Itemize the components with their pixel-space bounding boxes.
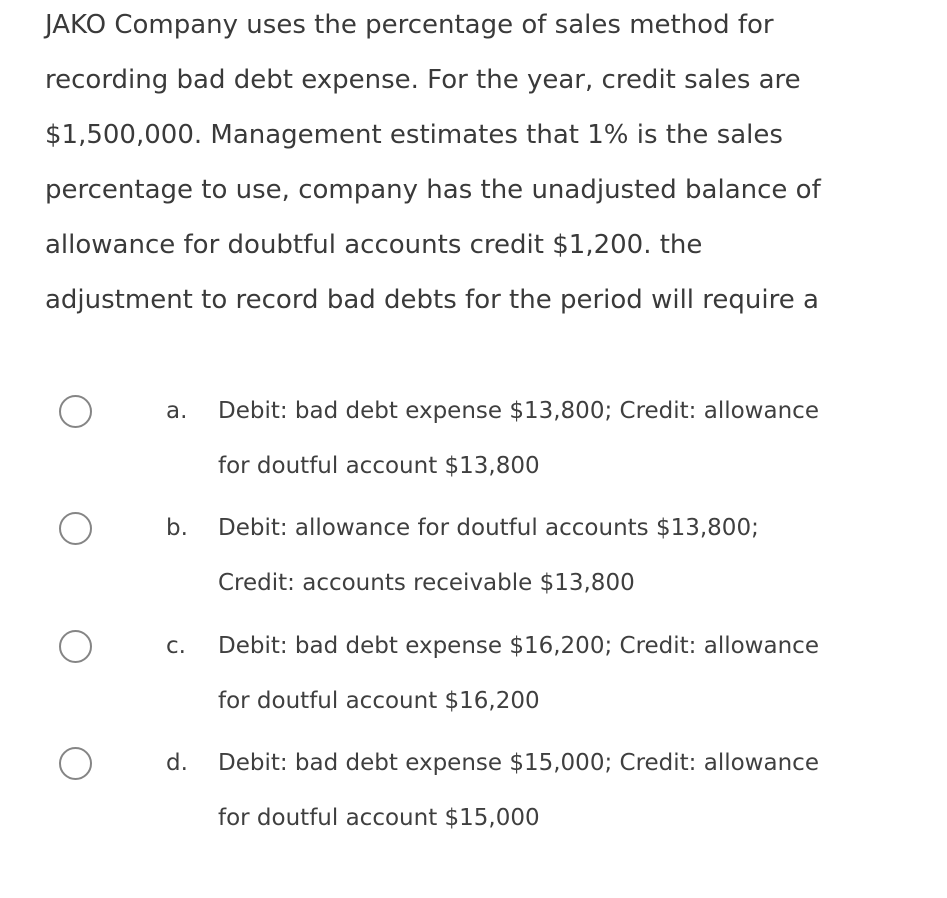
option-letter: a. [166, 398, 188, 424]
option-text-line: for doutful account $13,800 [218, 453, 540, 479]
option-letter: d. [166, 750, 188, 776]
answer-option-c[interactable] [0, 613, 947, 723]
radio-button-a[interactable] [59, 395, 92, 428]
question-line: recording bad debt expense. For the year, credit sales are [45, 65, 801, 95]
question-line: $1,500,000. Management estimates that 1% is the sales [45, 120, 783, 150]
option-letter: b. [166, 515, 188, 541]
option-letter: c. [166, 633, 186, 659]
option-text-line: Credit: accounts receivable $13,800 [218, 570, 635, 596]
answer-option-b[interactable] [0, 495, 947, 605]
option-text-line: Debit: bad debt expense $15,000; Credit: allowance [218, 750, 819, 776]
question-line: percentage to use, company has the unadjusted balance of [45, 175, 821, 205]
answer-option-a[interactable] [0, 378, 947, 488]
option-text-line: Debit: bad debt expense $16,200; Credit: allowance [218, 633, 819, 659]
answer-option-d[interactable] [0, 730, 947, 840]
question-line: allowance for doubtful accounts credit $1,200. the [45, 230, 703, 260]
option-text-line: Debit: bad debt expense $13,800; Credit: allowance [218, 398, 819, 424]
radio-button-d[interactable] [59, 747, 92, 780]
question-line: JAKO Company uses the percentage of sales method for [45, 10, 774, 40]
option-text-line: for doutful account $15,000 [218, 805, 540, 831]
question-line: adjustment to record bad debts for the period will require a [45, 285, 819, 315]
option-text-line: Debit: allowance for doutful accounts $13,800; [218, 515, 759, 541]
radio-button-c[interactable] [59, 630, 92, 663]
radio-button-b[interactable] [59, 512, 92, 545]
option-text-line: for doutful account $16,200 [218, 688, 540, 714]
